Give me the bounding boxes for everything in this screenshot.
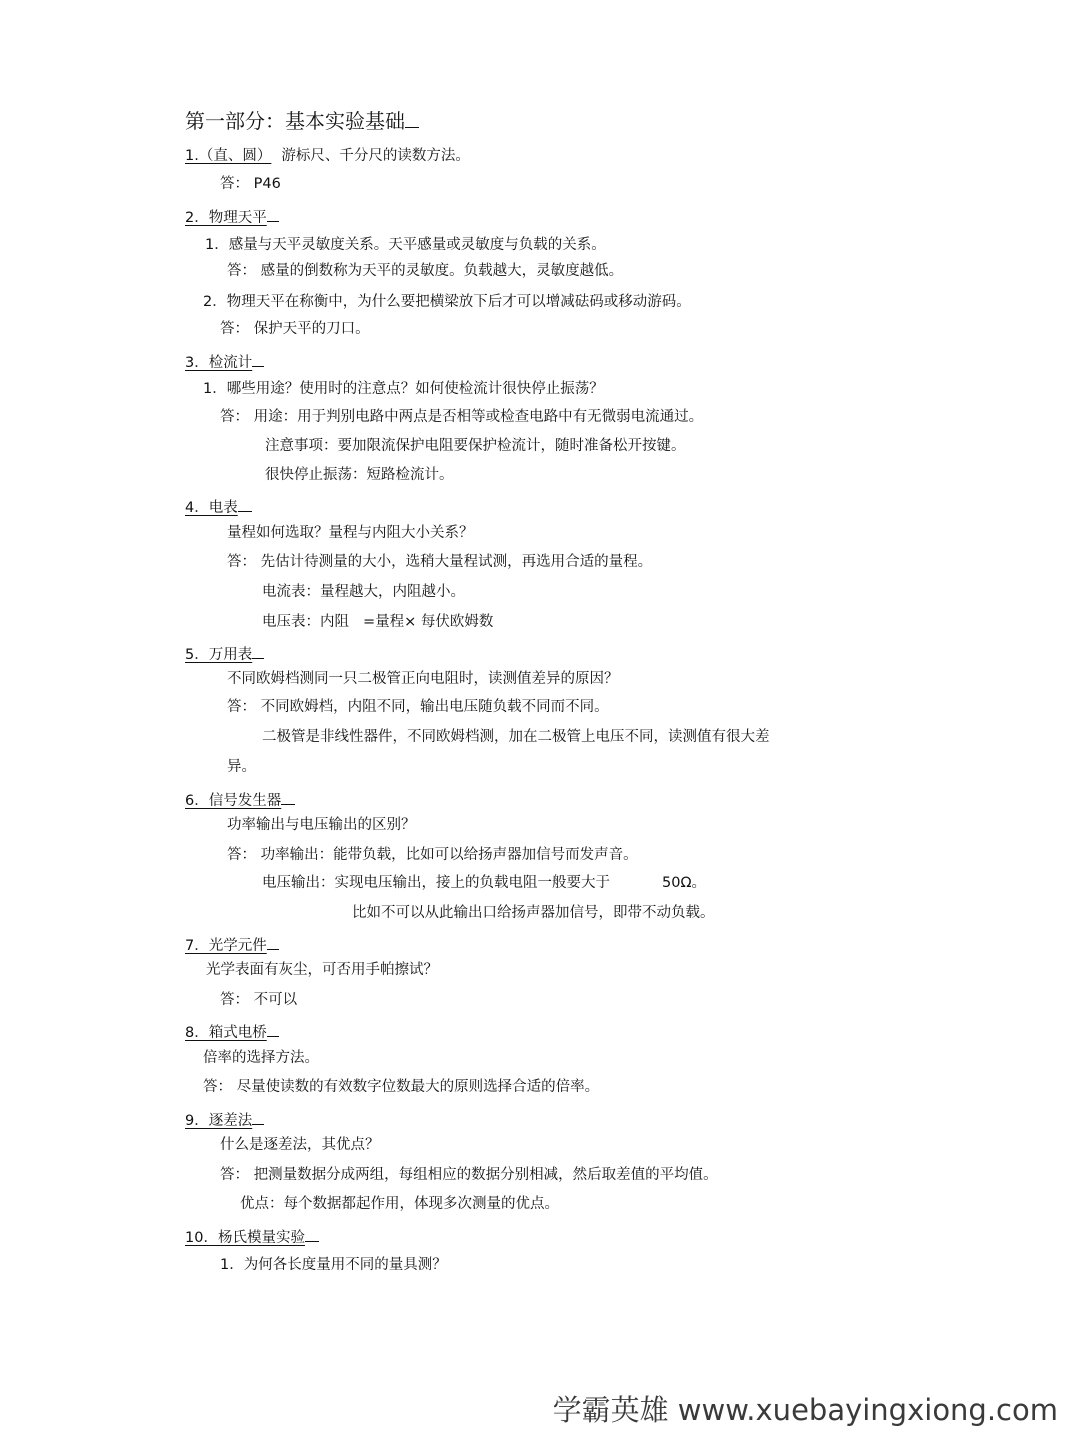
- section-5-answer-1: 答： 不同欧姆档，内阻不同，输出电压随负载不同而不同。: [227, 699, 609, 715]
- section-4-answer-voltmeter: 电压表：内阻 =量程× 每伏欧姆数: [262, 614, 494, 630]
- section-2-question-1: 1．感量与天平灵敏度关系。天平感量或灵敏度与负载的关系。: [205, 237, 606, 253]
- section-1-question: 游标尺、千分尺的读数方法。: [281, 148, 470, 164]
- section-5-heading: 5．万用表: [185, 643, 264, 665]
- section-1-answer: 答： P46: [220, 176, 281, 192]
- watermark: 学霸英雄 www.xuebayingxiong.com: [552, 1393, 1058, 1427]
- section-3-answer-stop: 很快停止振荡：短路检流计。: [265, 467, 454, 483]
- section-9-answer-1: 答： 把测量数据分成两组，每组相应的数据分别相减，然后取差值的平均值。: [220, 1167, 718, 1183]
- section-9-question-1: 什么是逐差法，其优点？: [220, 1137, 380, 1153]
- section-6-question-1: 功率输出与电压输出的区别？: [227, 817, 416, 833]
- section-10-question-1: 1．为何各长度量用不同的量具测？: [220, 1257, 447, 1273]
- section-5-answer-2: 二极管是非线性器件，不同欧姆档测，加在二极管上电压不同，读测值有很大差: [262, 729, 770, 745]
- section-10-heading: 10．杨氏模量实验: [185, 1226, 319, 1248]
- section-8-heading: 8．箱式电桥: [185, 1021, 279, 1043]
- page-title: 第一部分：基本实验基础: [185, 107, 419, 134]
- section-6-answer-2: 电压输出：实现电压输出，接上的负载电阻一般要大于 50Ω。: [262, 875, 707, 891]
- section-1-heading: [185, 146, 470, 166]
- section-3-question-1: 1．哪些用途？使用时的注意点？如何使检流计很快停止振荡？: [203, 381, 604, 397]
- section-8-answer-1: 答： 尽量使读数的有效数字位数最大的原则选择合适的倍率。: [203, 1079, 600, 1095]
- section-9-answer-2: 优点：每个数据都起作用，体现多次测量的优点。: [240, 1196, 559, 1212]
- section-2-answer-2: 答： 保护天平的刀口。: [220, 321, 370, 337]
- section-9-heading: 9．逐差法: [185, 1109, 264, 1131]
- section-7-answer-1: 答： 不可以: [220, 992, 298, 1008]
- section-8-question-1: 倍率的选择方法。: [203, 1050, 319, 1066]
- section-6-heading: 6．信号发生器: [185, 789, 295, 811]
- section-5-answer-3: 异。: [227, 759, 256, 775]
- section-1-title: 1.（直、圆）: [185, 148, 272, 164]
- section-4-question-1: 量程如何选取？量程与内阻大小关系？: [227, 525, 474, 541]
- section-4-heading: 4．电表: [185, 496, 252, 518]
- section-5-question-1: 不同欧姆档测同一只二极管正向电阻时，读测值差异的原因？: [227, 671, 619, 687]
- section-6-answer-3: 比如不可以从此输出口给扬声器加信号，即带不动负载。: [352, 905, 715, 921]
- section-3-answer-notes: 注意事项：要加限流保护电阻要保护检流计，随时准备松开按键。: [265, 438, 686, 454]
- section-7-question-1: 光学表面有灰尘，可否用手帕擦试？: [206, 962, 438, 978]
- section-2-heading: 2．物理天平: [185, 206, 279, 228]
- section-7-heading: 7．光学元件: [185, 934, 279, 956]
- section-2-answer-1: 答： 感量的倒数称为天平的灵敏度。负载越大，灵敏度越低。: [227, 263, 624, 279]
- section-6-answer-1: 答： 功率输出：能带负载，比如可以给扬声器加信号而发声音。: [227, 847, 638, 863]
- section-4-answer-1: 答： 先估计待测量的大小，选稍大量程试测，再选用合适的量程。: [227, 554, 653, 570]
- section-2-question-2: 2．物理天平在称衡中，为什么要把横梁放下后才可以增减砝码或移动游码。: [203, 294, 691, 310]
- section-3-answer-usage: 答： 用途：用于判别电路中两点是否相等或检查电路中有无微弱电流通过。: [220, 409, 704, 425]
- section-3-heading: 3．检流计: [185, 351, 264, 373]
- section-4-answer-ammeter: 电流表：量程越大，内阻越小。: [262, 584, 465, 600]
